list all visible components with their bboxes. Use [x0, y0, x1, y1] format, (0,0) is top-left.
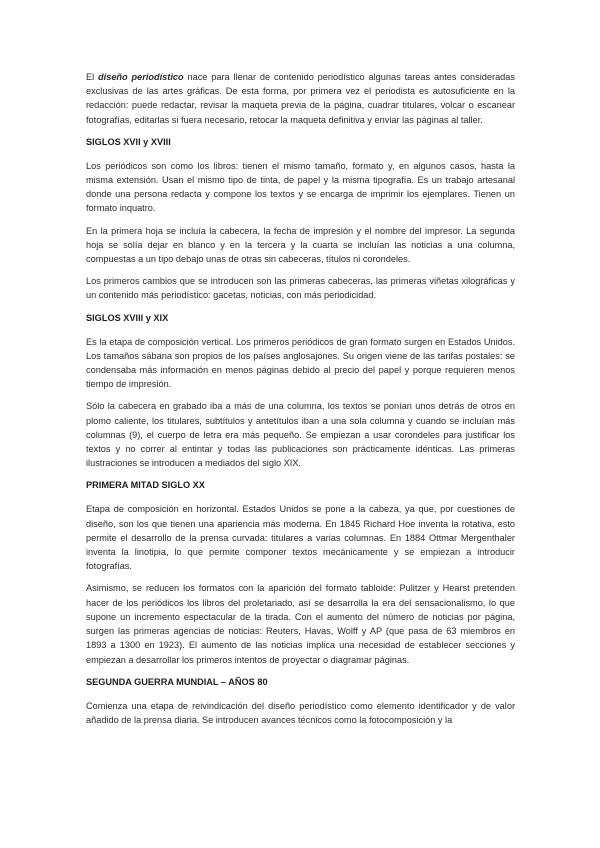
section-paragraph: Asimismo, se reducen los formatos con la aparición del formato tabloide: Pulitzer y Hearst pretenden hacer de los periódicos los libros del proletariado, así se desarrolla la era del sensacionalismo, lo que supone un incremento espectacular de la tirada. Con el aumento del número de noticias por página, surgen las primeras agencias de noticias: Reuters, Havas, Wolff y AP (que pasa de 63 miembros en 1893 a 1300 en 1923). El aumento de las noticias implica una necesidad de establecer secciones y empiezan a desarrollar los primeros intentos de proyectar o diagramar páginas.: [86, 583, 515, 665]
section-heading: SIGLOS XVIII y XIX: [86, 312, 169, 323]
document-body: [86, 70, 515, 735]
intro-lead: El: [86, 72, 95, 82]
section-paragraph: Los primeros cambios que se introducen son las primeras cabeceras, las primeras viñetas xilográficas y un contenido más periodístico: gacetas, noticias, con más periodicidad.: [86, 276, 515, 301]
section-paragraph: Etapa de composición en horizontal. Estados Unidos se pone a la cabeza, ya que, por cuestiones de diseño, son los que tienen una apariencia más moderna. En 1845 Richard Hoe inventa la rotativa, esto permite el desarrollo de la prensa curvada: titulares a varias columnas. En 1884 Ottmar Mergenthaler inventa la linotipia, lo que permite componer textos mecánicamente y se empiezan a introducir fotografías.: [86, 504, 515, 572]
intro-paragraph: [86, 70, 515, 127]
section-heading: PRIMERA MITAD SIGLO XX: [86, 480, 205, 491]
section-paragraph: Los periódicos son como los libros: tienen el mismo tamaño, formato y, en algunos casos, hasta la misma extensión. Usan el mismo tipo de tinta, de papel y la misma tipografía. Es un trabajo artesanal donde una persona redacta y compone los textos y se encarga de imprimir los ejemplares. Tienen un formato inquatro.: [86, 160, 515, 214]
section-paragraph: Es la etapa de composición vertical. Los primeros periódicos de gran formato surgen en Estados Unidos. Los tamaños sábana son propios de los países anglosajones. Su origen viene de las tarifas postales: se condensaba más información en menos páginas debido al precio del papel y porque requieren menos tiempo de impresión.: [86, 336, 515, 390]
section-paragraph: Comienza una etapa de reivindicación del diseño periodístico como elemento identificador y de valor añadido de la prensa diaria. Se introducen avances técnicos como la fotocomposición y la: [86, 700, 515, 725]
section-heading: SIGLOS XVII y XVIII: [86, 136, 171, 147]
intro-emphasis: diseño periodístico: [98, 72, 184, 82]
intro-rest: nace para llenar de contenido periodístico algunas tareas antes consideradas exclusivas de las artes gráficas. De esta forma, por primera vez el periodista es autosuficiente en la redacción: puede redactar, revisar la maqueta previa de la página, cuadrar titulares, volcar o escanear fotografías, editarlas si fuera necesario, retocar la maqueta definitiva y enviar las páginas al taller.: [86, 72, 515, 125]
section-heading: SEGUNDA GUERRA MUNDIAL – AÑOS 80: [86, 676, 268, 687]
section-paragraph: Sólo la cabecera en grabado iba a más de una columna, los textos se ponían unos detrás de otros en plomo caliente, los titulares, subtítulos y antetítulos iban a una sola columna y cuando se incluían más columnas (9), el cuerpo de letra era más pequeño. Se empiezan a usar corondeles para justificar los textos y no correr al entintar y todas las publicaciones son prácticamente idénticas. Las primeras ilustraciones se introducen a mediados del siglo XIX.: [86, 401, 515, 469]
section-paragraph: En la primera hoja se incluía la cabecera, la fecha de impresión y el nombre del impresor. La segunda hoja se solía dejar en blanco y en la tercera y la cuarta se incluían las noticias a una columna, compuestas a un tipo debajo unas de otras sin cabeceras, títulos ni corondeles.: [86, 225, 515, 265]
